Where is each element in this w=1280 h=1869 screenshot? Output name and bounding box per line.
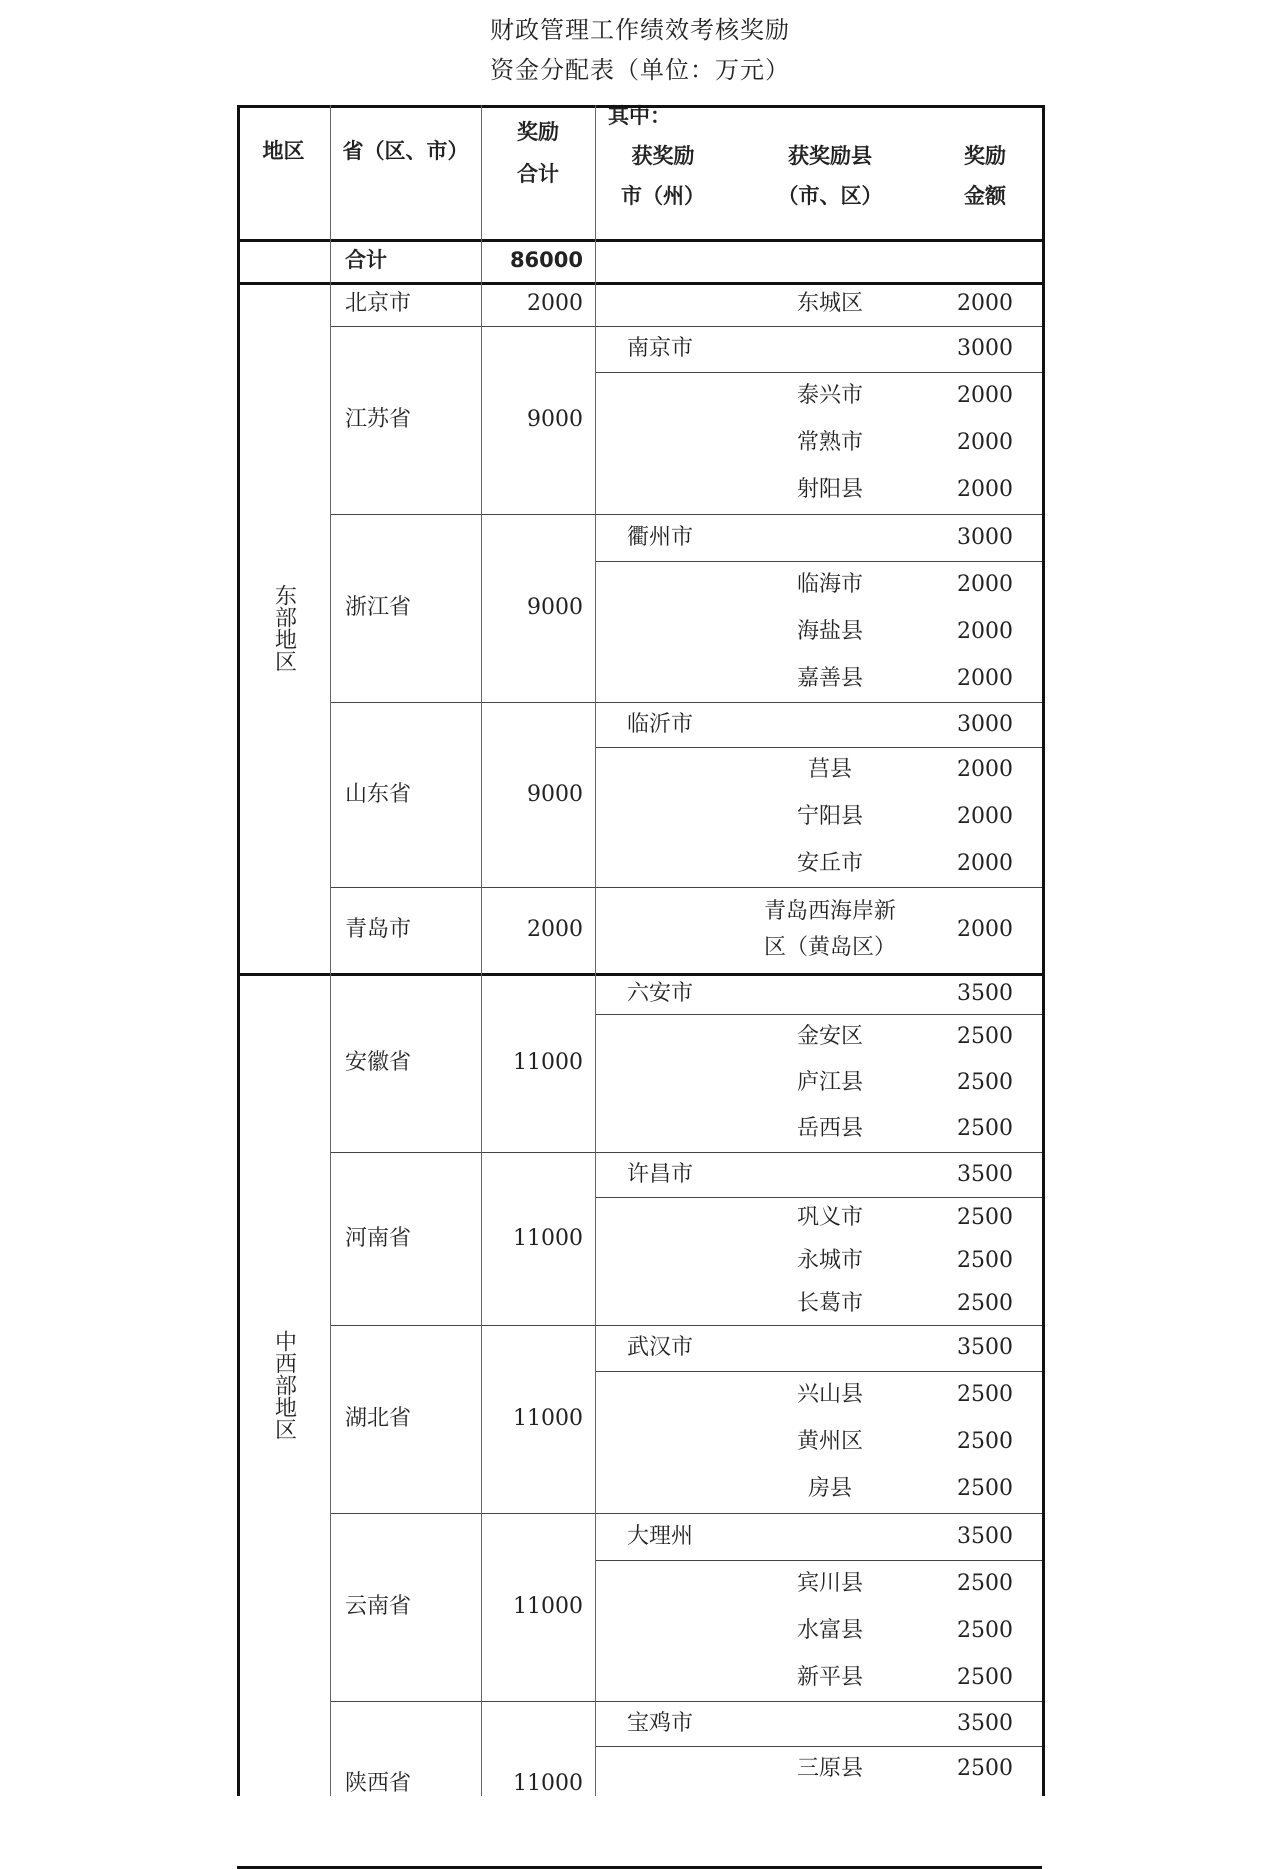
county-amount: 2500 [957, 1476, 1013, 1502]
province-total: 2000 [527, 917, 583, 942]
county-name: 嘉善县 [796, 665, 864, 691]
header-total: 合计 [517, 162, 559, 186]
header-amount: 奖励 [964, 144, 1006, 168]
city-amount: 3500 [957, 980, 1013, 1006]
county-name: 黄州区 [796, 1429, 864, 1454]
header-province: 省（区、市） [342, 139, 469, 163]
document-title: 财政管理工作绩效考核奖励 [490, 16, 790, 44]
province-row-border [330, 1701, 1042, 1702]
header-region: 地区 [262, 139, 305, 163]
province-row-border [330, 1152, 1042, 1153]
county-amount: 2000 [957, 757, 1013, 783]
county-name: 水富县 [796, 1617, 864, 1643]
county-name: 金安区 [796, 1024, 864, 1049]
province-row-border [330, 1513, 1042, 1514]
province-name: 青岛市 [345, 917, 412, 942]
county-name: 永城市 [796, 1248, 864, 1273]
county-amount: 2000 [957, 430, 1013, 455]
province-total: 11000 [513, 1770, 583, 1796]
city-name: 武汉市 [627, 1335, 694, 1360]
city-name: 临沂市 [627, 711, 694, 737]
county-name: 临海市 [796, 571, 864, 597]
province-total: 9000 [527, 407, 583, 432]
province-row-border [237, 973, 1042, 976]
province-row-border [330, 887, 1042, 888]
county-name: 泰兴市 [796, 382, 864, 408]
city-amount: 3000 [957, 336, 1013, 361]
header-county: 获奖励县 [788, 144, 872, 168]
region-name: 中西部地区 [271, 1329, 297, 1440]
province-name: 河南省 [345, 1225, 412, 1251]
city-amount: 3500 [957, 1335, 1013, 1360]
city-name: 六安市 [627, 980, 694, 1006]
header-bottom-border [237, 239, 1042, 242]
table-left-border [237, 105, 240, 1796]
county-amount: 2500 [957, 1617, 1013, 1643]
city-name: 许昌市 [627, 1161, 694, 1187]
province-name: 陕西省 [345, 1770, 412, 1796]
province-name: 浙江省 [345, 595, 412, 620]
column-rule [595, 105, 596, 1796]
province-total: 11000 [513, 1049, 583, 1075]
city-row-border [595, 1560, 1042, 1561]
county-amount: 2000 [957, 571, 1013, 597]
city-row-border [595, 1746, 1042, 1747]
city-name: 大理州 [627, 1523, 694, 1549]
county-amount: 2000 [957, 917, 1013, 942]
city-row-border [595, 1371, 1042, 1372]
county-name: 东城区 [796, 291, 864, 316]
city-amount: 3000 [957, 711, 1013, 737]
header-city: 获奖励 [631, 144, 695, 168]
header-of-which: 其中： [608, 104, 671, 128]
header-total: 奖励 [517, 120, 559, 144]
province-row-border [330, 702, 1042, 703]
province-total: 2000 [527, 291, 583, 316]
city-amount: 3500 [957, 1523, 1013, 1549]
city-amount: 3500 [957, 1710, 1013, 1736]
county-name: 宾川县 [796, 1570, 864, 1596]
province-total: 9000 [527, 595, 583, 620]
county-name: 兴山县 [796, 1381, 864, 1407]
county-amount: 2000 [957, 477, 1013, 503]
total-row-border [237, 282, 1042, 285]
province-row-border [330, 1325, 1042, 1326]
county-amount: 2000 [957, 291, 1013, 316]
city-row-border [595, 561, 1042, 562]
city-name: 南京市 [627, 336, 694, 361]
document-subtitle: 资金分配表（单位：万元） [490, 56, 790, 84]
county-amount: 2000 [957, 618, 1013, 644]
county-amount: 2000 [957, 665, 1013, 691]
province-total: 9000 [527, 781, 583, 807]
grand-total-label: 合计 [345, 248, 387, 272]
county-amount: 2000 [957, 804, 1013, 829]
county-name: 莒县 [807, 757, 853, 783]
province-name: 江苏省 [345, 407, 412, 432]
province-name: 安徽省 [345, 1049, 412, 1075]
province-total: 11000 [513, 1594, 583, 1619]
table-top-border [237, 105, 1042, 108]
county-amount: 2000 [957, 850, 1013, 876]
county-amount: 2500 [957, 1381, 1013, 1407]
county-name: 三原县 [796, 1756, 864, 1782]
city-row-border [595, 1197, 1042, 1198]
city-row-border [595, 747, 1042, 748]
city-name: 衢州市 [627, 524, 694, 550]
province-name: 北京市 [345, 291, 412, 316]
county-amount: 2500 [957, 1116, 1013, 1141]
province-total: 11000 [513, 1406, 583, 1431]
county-amount: 2500 [957, 1664, 1013, 1690]
province-name: 山东省 [345, 781, 412, 807]
county-amount: 2500 [957, 1570, 1013, 1596]
city-row-border [595, 1014, 1042, 1015]
county-amount: 2500 [957, 1248, 1013, 1273]
county-name: 常熟市 [796, 430, 864, 455]
city-amount: 3500 [957, 1161, 1013, 1187]
county-name: 长葛市 [796, 1290, 864, 1316]
province-name: 云南省 [345, 1594, 412, 1619]
county-amount: 2000 [957, 382, 1013, 408]
county-name: 海盐县 [796, 618, 864, 644]
county-name: 新平县 [796, 1664, 864, 1690]
county-name: 岳西县 [796, 1116, 864, 1141]
county-name: 安丘市 [796, 850, 864, 876]
county-name: 巩义市 [796, 1205, 864, 1231]
province-row-border [330, 326, 1042, 327]
city-row-border [595, 372, 1042, 373]
city-amount: 3000 [957, 524, 1013, 550]
county-name: 区（黄岛区） [763, 935, 897, 960]
header-county: （市、区） [777, 184, 883, 208]
county-amount: 2500 [957, 1205, 1013, 1231]
county-name: 庐江县 [796, 1070, 864, 1095]
county-name: 宁阳县 [796, 804, 864, 829]
county-amount: 2500 [957, 1429, 1013, 1454]
county-amount: 2500 [957, 1290, 1013, 1316]
grand-total-value: 86000 [509, 248, 583, 272]
county-amount: 2500 [957, 1024, 1013, 1049]
county-amount: 2500 [957, 1070, 1013, 1095]
city-name: 宝鸡市 [627, 1710, 694, 1736]
county-name: 房县 [807, 1476, 853, 1502]
header-amount: 金额 [964, 184, 1006, 208]
column-rule [481, 105, 482, 1796]
province-row-border [330, 514, 1042, 515]
column-rule [330, 105, 331, 1796]
province-total: 11000 [513, 1225, 583, 1251]
header-city: 市（州） [621, 184, 705, 208]
province-name: 湖北省 [345, 1406, 412, 1431]
region-name: 东部地区 [271, 583, 297, 672]
county-amount: 2500 [957, 1756, 1013, 1782]
county-name: 青岛西海岸新 [763, 899, 897, 924]
county-name: 射阳县 [796, 477, 864, 503]
table-right-border [1042, 105, 1045, 1796]
